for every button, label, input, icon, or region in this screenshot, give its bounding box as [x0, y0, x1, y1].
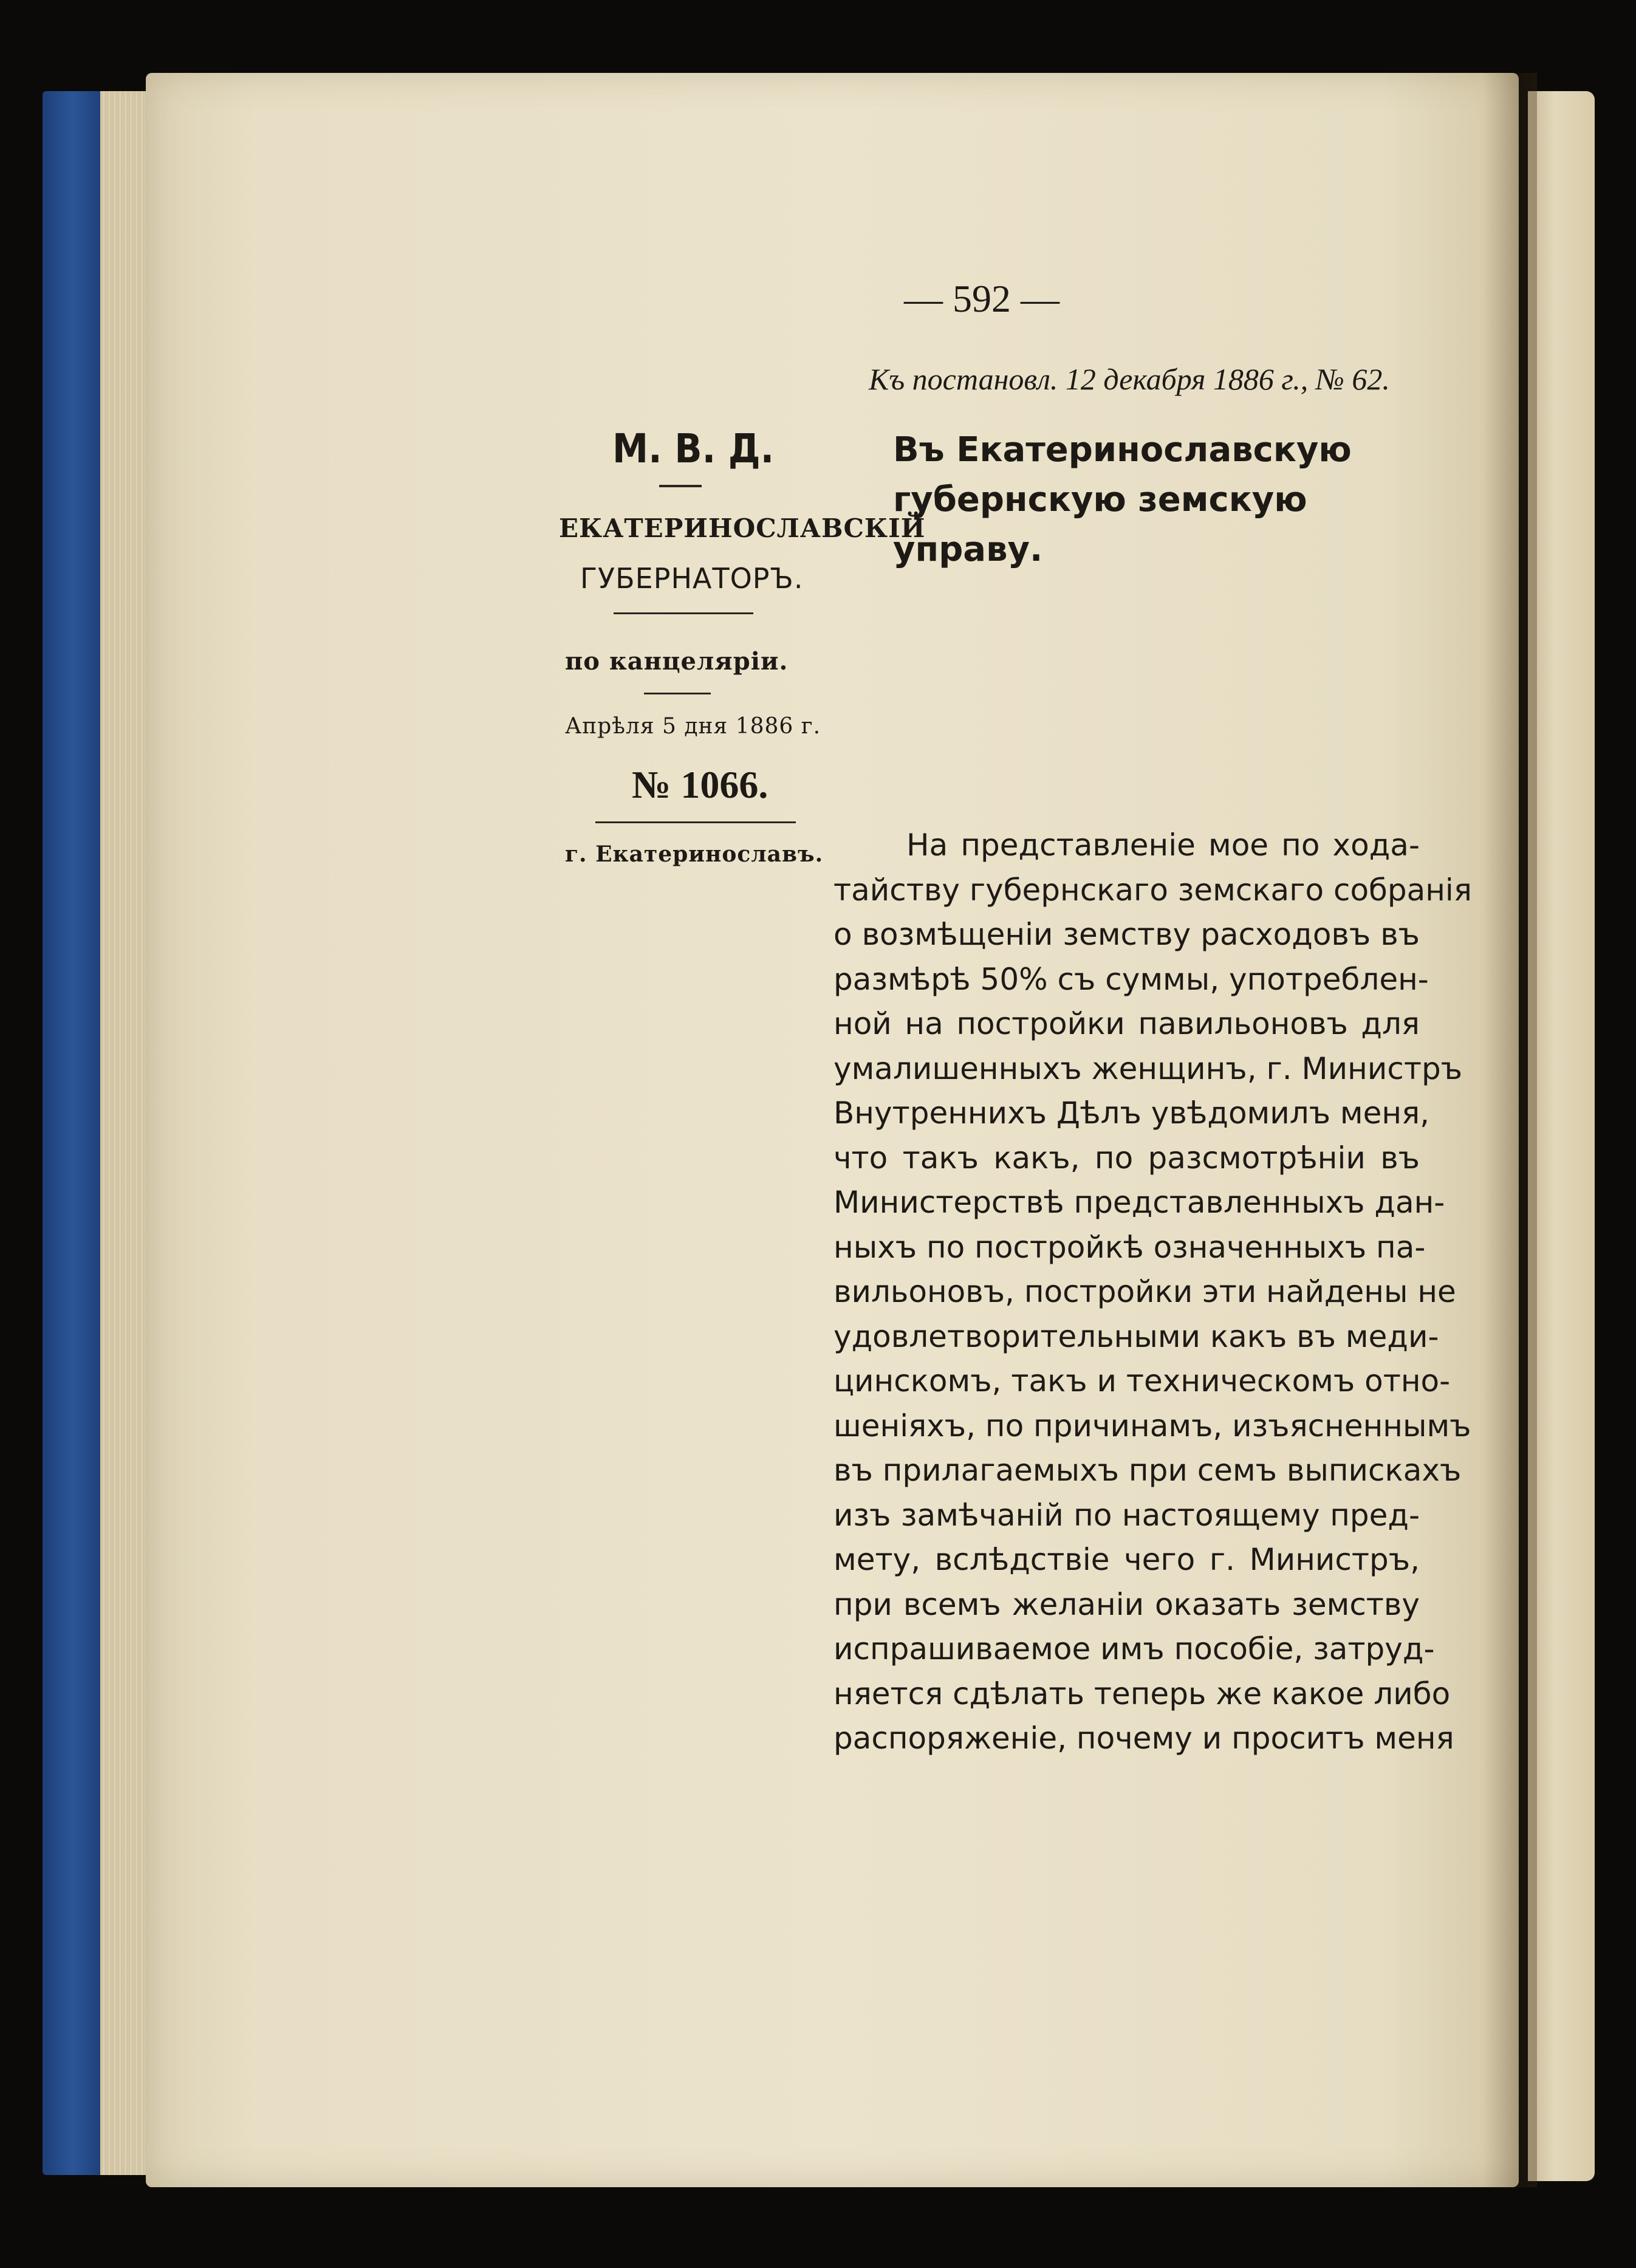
body-line: Министерствѣ представленныхъ дан-	[833, 1185, 1445, 1220]
governor-title-line-1: ЕКАТЕРИНОСЛАВСКІЙ	[559, 513, 926, 543]
governor-title-line-2: ГУБЕРНАТОРЪ.	[580, 562, 804, 595]
body-line: при всемъ желаніи оказать земству	[833, 1586, 1420, 1622]
addressee: Въ Екатеринославскую губернскую земскую управу.	[893, 430, 1352, 569]
resolution-reference: Къ постановл. 12 декабря 1886 г., № 62.	[869, 362, 1390, 396]
body-line: Внутреннихъ Дѣлъ увѣдомилъ меня,	[833, 1095, 1430, 1131]
body-line: шеніяхъ, по причинамъ, изъясненнымъ	[833, 1408, 1471, 1444]
gutter-shadow	[1482, 73, 1537, 2187]
body-line: тайству губернскаго земскаго собранія	[833, 872, 1472, 908]
body-line: размѣрѣ 50% съ суммы, употреблен-	[833, 961, 1429, 997]
letter-body	[833, 823, 1472, 1761]
body-line: вильоновъ, постройки эти найдены не	[833, 1274, 1456, 1309]
body-line: въ прилагаемыхъ при семъ выпискахъ	[833, 1453, 1462, 1488]
divider	[644, 693, 711, 694]
body-line: о возмѣщеніи земству расходовъ въ	[833, 917, 1420, 952]
document-date: Апрѣля 5 дня 1886 г.	[565, 714, 821, 739]
body-line: распоряженіе, почему и проситъ меня	[833, 1721, 1454, 1756]
document-number: № 1066.	[632, 763, 768, 806]
body-line: мету, вслѣдствіе чего г. Министръ,	[833, 1542, 1420, 1577]
body-line: удовлетворительными какъ въ меди-	[833, 1318, 1439, 1354]
body-line: что такъ какъ, по разсмотрѣніи въ	[833, 1140, 1420, 1176]
place-of-issue: г. Екатеринославъ.	[565, 841, 824, 867]
body-line: умалишенныхъ женщинъ, г. Министръ	[833, 1050, 1463, 1086]
body-line: изъ замѣчаній по настоящему пред-	[833, 1497, 1420, 1533]
department-label: по канцеляріи.	[565, 647, 789, 676]
body-line: испрашиваемое имъ пособіе, затруд-	[833, 1631, 1435, 1667]
body-line: няется сдѣлать теперь же какое либо	[833, 1676, 1451, 1711]
divider	[659, 485, 702, 487]
facing-page-edge	[1528, 91, 1595, 2181]
book-cover-edge	[43, 91, 109, 2175]
body-line: цинскомъ, такъ и техническомъ отно-	[833, 1363, 1451, 1399]
body-line: ныхъ по постройкѣ означенныхъ па-	[833, 1229, 1426, 1265]
body-line: ной на постройки павильоновъ для	[833, 1006, 1420, 1041]
divider	[614, 612, 753, 614]
body-line: На представленіе мое по хода-	[906, 827, 1420, 863]
page-number: — 592 —	[904, 277, 1059, 320]
ministry-abbreviation: М. В. Д.	[612, 425, 775, 472]
divider	[595, 821, 796, 823]
